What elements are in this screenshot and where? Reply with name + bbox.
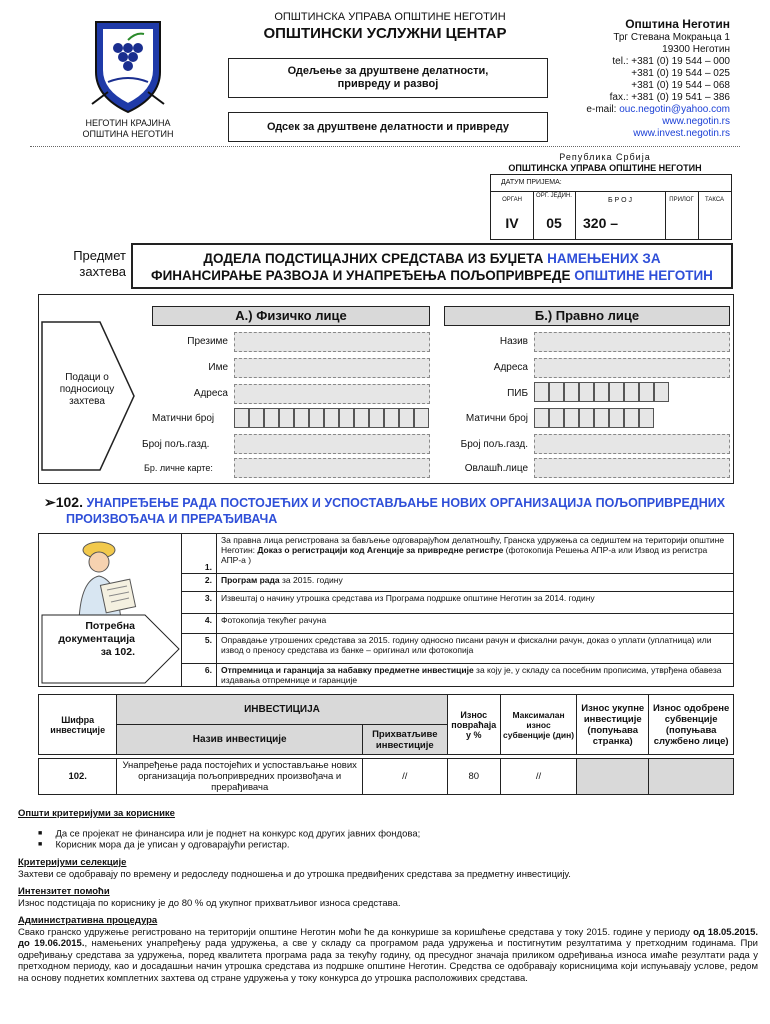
intensity-title: Интензитет помоћи bbox=[18, 886, 110, 898]
authorized-person-label: Овлашћ.лице bbox=[464, 463, 528, 474]
address-field[interactable] bbox=[234, 384, 430, 404]
applicant-arrow-label: Подаци о подносиоцу захтева bbox=[59, 372, 115, 407]
contact-fax: fax.: +381 (0) 19 541 – 386 bbox=[609, 92, 730, 103]
measure-arrow-icon: ➢ bbox=[44, 494, 56, 510]
general-criteria-title: Општи критеријуми за кориснике bbox=[18, 808, 175, 819]
org-line: ОПШТИНСКА УПРАВА ОПШТИНЕ НЕГОТИН bbox=[274, 11, 506, 23]
header-approved: Износ одобрене субвенције (попуњава службено лице) bbox=[649, 695, 734, 755]
subject-label: Предмет захтева bbox=[73, 248, 126, 279]
row-total-input[interactable] bbox=[577, 759, 649, 795]
selection-title: Критеријуми селекције bbox=[18, 857, 127, 869]
measure-title: ➢102. УНАПРЕЂЕЊЕ РАДА ПОСТОЈЕЋИХ И УСПОСТАВЉАЊЕ НОВИХ ОРГАНИЗАЦИЈА ПОЉОПРИВРЕДНИХ ПРОИЗВОЂАЧА И ПРЕРАЂИВАЧА bbox=[44, 494, 726, 526]
date-received-label: ДАТУМ ПРИЈЕМА: bbox=[501, 179, 562, 186]
doc-item: 2. Програм рада за 2015. годину bbox=[182, 574, 734, 592]
doc-item: 3. Извештај о начину утрошка средстава из Програма подршке општине Неготин за 2014. годину bbox=[182, 592, 734, 614]
header-max: Максималан износ субвенције (дин) bbox=[500, 695, 576, 755]
measure-code: 102. bbox=[55, 494, 83, 510]
bullet-item: ■ Да се пројекат не финансира или је поднет на конкурс код других јавних фондова; bbox=[38, 827, 421, 839]
id-card-field[interactable] bbox=[234, 458, 430, 478]
intensity-text: Износ подстицаја по кориснику је до 80 % од укупног прихватљивог износа средстава. bbox=[18, 897, 401, 909]
col-fee: ТАКСА bbox=[704, 197, 725, 203]
bullet-item: ■ Корисник мора да је уписан у одговарајући регистар. bbox=[38, 839, 290, 851]
row-name: Унапређење рада постојећих и успостављање нових организација пољопривредних произвођача и прерађивача bbox=[117, 759, 363, 795]
email-label: e-mail: bbox=[586, 104, 617, 115]
col-attachment: ПРИЛОГ bbox=[669, 197, 694, 203]
header-investment: ИНВЕСТИЦИЈА bbox=[117, 695, 447, 725]
id-card-label: Бр. личне карте: bbox=[144, 463, 213, 473]
section: Одсек за друштвене делатности и привреду bbox=[266, 121, 510, 133]
contact-tel-1: tel.: +381 (0) 19 544 – 000 bbox=[612, 56, 730, 67]
worker-illustration bbox=[69, 536, 139, 622]
row-eligible: // bbox=[362, 759, 447, 795]
authorized-person-field[interactable] bbox=[534, 458, 730, 478]
procedure-title: Административна процедура bbox=[18, 915, 158, 927]
registry-organ-value: IV bbox=[505, 215, 519, 231]
department-box bbox=[228, 58, 548, 98]
legal-entity-header: Б.) Правно лице bbox=[444, 306, 730, 326]
doc-item: 6. Отпремница и гаранција за набавку предметне инвестиције за коју је, у складу са посебним прописима, утврђена обавеза издавања отпремнице и гаранције bbox=[182, 664, 734, 687]
row-code: 102. bbox=[39, 759, 117, 795]
header-refund: Износ повраћаја у % bbox=[447, 695, 500, 755]
email-link[interactable]: ouc.negotin@yahoo.com bbox=[619, 104, 730, 115]
legal-address-label: Адреса bbox=[493, 362, 528, 373]
surname-label: Презиме bbox=[187, 336, 228, 347]
web-link-2[interactable]: www.invest.negotin.rs bbox=[633, 128, 730, 139]
header-name: Назив инвестиције bbox=[117, 725, 363, 755]
farm-no-field[interactable] bbox=[234, 434, 430, 454]
contact-street: Трг Стевана Мокрањца 1 bbox=[613, 32, 730, 43]
row-approved-input[interactable] bbox=[649, 759, 734, 795]
jmbg-label: Матични број bbox=[152, 413, 215, 424]
col-unit: ОРГ. ЈЕДИН. bbox=[536, 193, 572, 199]
registry-office: ОПШТИНСКА УПРАВА ОПШТИНЕ НЕГОТИН bbox=[508, 163, 702, 173]
documentation-panel bbox=[38, 533, 182, 687]
doc-item: 1. За правна лица регистрована за бављење одговарајућом делатношћу, Гранска удружења са седиштем на територији општине Неготин: Доказ о регистрацији код Агенције за привредне регистре (фотокопија Решења АПР-а или Извод из регистра АПР-а ) bbox=[182, 534, 734, 574]
header-divider bbox=[30, 146, 740, 147]
doc-item: 5. Оправдање утрошених средстава за 2015. годину односно писани рачун и фискални рачун, доказ о уплати (уплатница) или извод о преносу средстава из банке – оригинал или фотокопија bbox=[182, 634, 734, 664]
documentation-list bbox=[182, 533, 734, 687]
col-number: Б Р О Ј bbox=[607, 197, 633, 204]
center-title: ОПШТИНСКИ УСЛУЖНИ ЦЕНТАР bbox=[263, 25, 507, 42]
col-organ: ОРГАН bbox=[502, 197, 522, 203]
legal-name-label: Назив bbox=[499, 336, 528, 347]
documentation-label: Потребна документација за 102. bbox=[58, 620, 135, 658]
web-link-1[interactable]: www.negotin.rs bbox=[662, 116, 730, 127]
name-label: Име bbox=[208, 362, 228, 373]
registry-republic: Република Србија bbox=[559, 152, 651, 162]
row-refund: 80 bbox=[447, 759, 500, 795]
registry-stamp bbox=[490, 174, 732, 240]
contact-tel-3: +381 (0) 19 544 – 068 bbox=[631, 80, 730, 91]
registry-number-value: 320 – bbox=[583, 215, 619, 231]
doc-item: 4. Фотокопија текућег рачуна bbox=[182, 614, 734, 634]
name-field[interactable] bbox=[234, 358, 430, 378]
header-eligible: Прихватљиве инвестиције bbox=[362, 725, 447, 755]
contact-tel-2: +381 (0) 19 544 – 025 bbox=[631, 68, 730, 79]
legal-farm-no-field[interactable] bbox=[534, 434, 730, 454]
selection-text: Захтеви се одобравају по времену и редоследу подношења и до утрошка предвиђених средстава за предметну инвестицију. bbox=[18, 868, 571, 880]
criteria-section bbox=[18, 808, 758, 984]
investment-table bbox=[38, 694, 734, 795]
pib-label: ПИБ bbox=[507, 388, 528, 399]
legal-farm-no-label: Број пољ.газд. bbox=[460, 439, 528, 450]
investment-row bbox=[39, 759, 734, 795]
department: Одељење за друштвене делатности, привреду и развој bbox=[287, 65, 489, 90]
legal-address-field[interactable] bbox=[534, 358, 730, 378]
municipality-logo bbox=[88, 12, 168, 117]
farm-no-label: Број пољ.газд. bbox=[142, 439, 210, 450]
section-box bbox=[228, 112, 548, 142]
contact-block bbox=[560, 16, 730, 140]
registry-unit-value: 05 bbox=[546, 215, 562, 231]
row-max: // bbox=[500, 759, 576, 795]
contact-name: Општина Неготин bbox=[625, 17, 730, 31]
legal-id-label: Матични број bbox=[465, 413, 528, 424]
procedure-text: Свако гранско удружење регистровано на територији општине Неготин моћи ће да конкурише за коришћење средстава у току 2015. године у периоду од 18.05.2015. до 19.06.2015., намењених унапређењу рада удружења, а све у складу са програмом рада удружења и постигнутим резултатима у претходним годинама. При одређивању средстава за удружења, поред квалитета програма рада за текућу годину, од пресудног значаја приликом одређивања износа имаће резултати рада у претходном периоду, као и досадашњи начин утрошка средстава из подршке општине Неготин. Средства се одобравају корисницима који испуњавају услове, редом на основу поднетих комплетних захтева од стране удружења у току конкурса до утрошка расположивих средстава. bbox=[18, 926, 758, 984]
address-label: Адреса bbox=[193, 388, 228, 399]
header-code: Шифра инвестиције bbox=[39, 695, 117, 755]
legal-name-field[interactable] bbox=[534, 332, 730, 352]
header-total: Износ укупне инвестиције (попуњава странка) bbox=[577, 695, 649, 755]
logo-caption: НЕГОТИН КРАЈИНА ОПШТИНА НЕГОТИН bbox=[82, 118, 174, 139]
subject-title: ДОДЕЛА ПОДСТИЦАЈНИХ СРЕДСТАВА ИЗ БУЏЕТА НАМЕЊЕНИХ ЗА ФИНАНСИРАЊЕ РАЗВОЈА И УНАПРЕЂЕЊА ПОЉОПРИВРЕДЕ ОПШТИНЕ НЕГОТИН bbox=[131, 243, 733, 289]
surname-field[interactable] bbox=[234, 332, 430, 352]
physical-person-header: А.) Физичко лице bbox=[152, 306, 430, 326]
contact-city: 19300 Неготин bbox=[662, 44, 730, 55]
